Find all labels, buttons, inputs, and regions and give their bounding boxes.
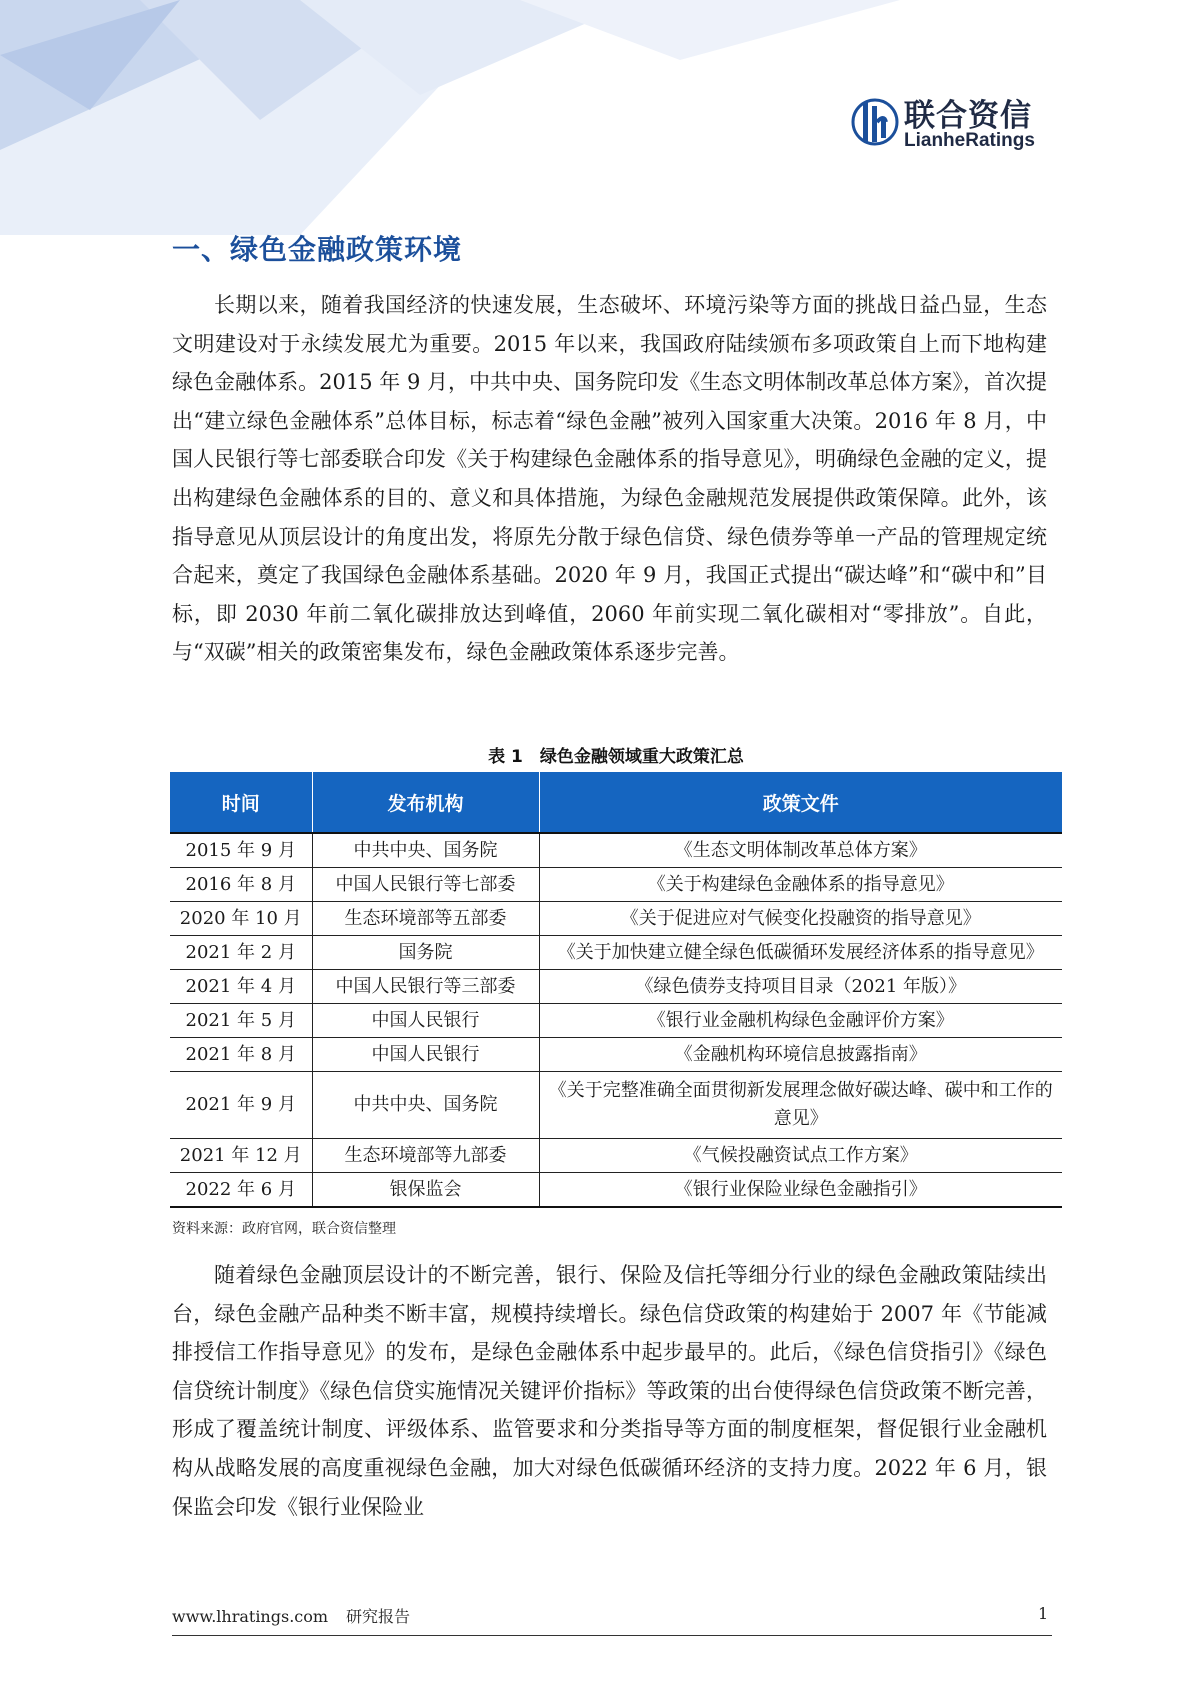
cell-issuer: 银保监会 xyxy=(312,1173,539,1208)
table-row xyxy=(170,936,1062,970)
table-header-row xyxy=(170,772,1062,833)
logo-name-cn: 联合资信 xyxy=(904,98,1032,134)
cell-issuer: 生态环境部等九部委 xyxy=(312,1139,539,1173)
policy-table xyxy=(170,772,1062,1208)
cell-issuer: 生态环境部等五部委 xyxy=(312,902,539,936)
table-source-note: 资料来源：政府官网，联合资信整理 xyxy=(172,1221,396,1237)
table-row xyxy=(170,1038,1062,1072)
footer-divider xyxy=(172,1635,1052,1636)
cell-issuer: 国务院 xyxy=(312,936,539,970)
table-caption: 表 1 绿色金融领域重大政策汇总 xyxy=(488,747,744,767)
cell-time: 2022 年 6 月 xyxy=(170,1173,312,1208)
logo-name-en: LianheRatings xyxy=(904,130,1035,151)
cell-issuer: 中国人民银行等三部委 xyxy=(312,970,539,1004)
table-row xyxy=(170,970,1062,1004)
table-row xyxy=(170,1004,1062,1038)
footer-website-link[interactable]: www.lhratings.com xyxy=(172,1607,329,1626)
cell-document: 《绿色债券支持项目目录（2021 年版）》 xyxy=(539,970,1062,1004)
section-title: 一、绿色金融政策环境 xyxy=(172,233,463,266)
cell-document: 《关于加快建立健全绿色低碳循环发展经济体系的指导意见》 xyxy=(539,936,1062,970)
cell-time: 2016 年 8 月 xyxy=(170,868,312,902)
body-paragraph: 长期以来，随着我国经济的快速发展，生态破坏、环境污染等方面的挑战日益凸显，生态文明建设对于永续发展尤为重要。2015 年以来，我国政府陆续颁布多项政策自上而下地构建绿色金融体系。2015 年 9 月，中共中央、国务院印发《生态文明体制改革总体方案》，首次提出“建立绿色金融体系”总体目标，标志着“绿色金融”被列入国家重大决策。2016 年 8 月，中国人民银行等七部委联合印发《关于构建绿色金融体系的指导意见》，明确绿色金融的定义，提出构建绿色金融体系的目的、意义和具体措施，为绿色金融规范发展提供政策保障。此外，该指导意见从顶层设计的角度出发，将原先分散于绿色信贷、绿色债券等单一产品的管理规定统合起来，奠定了我国绿色金融体系基础。2020 年 9 月，我国正式提出“碳达峰”和“碳中和”目标，即 2030 年前二氧化碳排放达到峰值，2060 年前实现二氧化碳相对“零排放”。自此，与“双碳”相关的政策密集发布，绿色金融政策体系逐步完善。 xyxy=(172,293,1047,665)
footer-left xyxy=(172,1604,410,1627)
cell-issuer: 中共中央、国务院 xyxy=(312,833,539,868)
cell-time: 2021 年 12 月 xyxy=(170,1139,312,1173)
cell-document: 《金融机构环境信息披露指南》 xyxy=(539,1038,1062,1072)
cell-issuer: 中国人民银行 xyxy=(312,1004,539,1038)
cell-document: 《银行业金融机构绿色金融评价方案》 xyxy=(539,1004,1062,1038)
table-row xyxy=(170,868,1062,902)
cell-time: 2021 年 2 月 xyxy=(170,936,312,970)
cell-document: 《气候投融资试点工作方案》 xyxy=(539,1139,1062,1173)
table-row xyxy=(170,902,1062,936)
cell-time: 2021 年 8 月 xyxy=(170,1038,312,1072)
cell-document: 《关于促进应对气候变化投融资的指导意见》 xyxy=(539,902,1062,936)
company-logo xyxy=(850,88,1060,158)
cell-time: 2021 年 9 月 xyxy=(170,1072,312,1139)
body-paragraph: 随着绿色金融顶层设计的不断完善，银行、保险及信托等细分行业的绿色金融政策陆续出台，绿色金融产品种类不断丰富，规模持续增长。绿色信贷政策的构建始于 2007 年《节能减排授信工作指导意见》的发布，是绿色金融体系中起步最早的。此后，《绿色信贷指引》《绿色信贷统计制度》《绿色信贷实施情况关键评价指标》等政策的出台使得绿色信贷政策不断完善，形成了覆盖统计制度、评级体系、监管要求和分类指导等方面的制度框架，督促银行业金融机构从战略发展的高度重视绿色金融，加大对绿色低碳循环经济的支持力度。2022 年 6 月，银保监会印发《银行业保险业 xyxy=(172,1263,1047,1519)
cell-issuer: 中国人民银行等七部委 xyxy=(312,868,539,902)
page-number: 1 xyxy=(1038,1604,1049,1623)
table-row xyxy=(170,1139,1062,1173)
cell-document: 《关于完整准确全面贯彻新发展理念做好碳达峰、碳中和工作的意见》 xyxy=(539,1072,1062,1139)
cell-issuer: 中国人民银行 xyxy=(312,1038,539,1072)
column-header-issuer: 发布机构 xyxy=(312,772,539,833)
cell-time: 2021 年 5 月 xyxy=(170,1004,312,1038)
cell-document: 《关于构建绿色金融体系的指导意见》 xyxy=(539,868,1062,902)
footer-doc-type: 研究报告 xyxy=(346,1607,411,1626)
table-row xyxy=(170,1072,1062,1139)
lianhe-logo-icon xyxy=(850,92,900,152)
cell-document: 《生态文明体制改革总体方案》 xyxy=(539,833,1062,868)
table-row xyxy=(170,1173,1062,1208)
column-header-document: 政策文件 xyxy=(539,772,1062,833)
cell-time: 2020 年 10 月 xyxy=(170,902,312,936)
cell-issuer: 中共中央、国务院 xyxy=(312,1072,539,1139)
cell-time: 2015 年 9 月 xyxy=(170,833,312,868)
table-row xyxy=(170,833,1062,868)
column-header-time: 时间 xyxy=(170,772,312,833)
cell-document: 《银行业保险业绿色金融指引》 xyxy=(539,1173,1062,1208)
cell-time: 2021 年 4 月 xyxy=(170,970,312,1004)
